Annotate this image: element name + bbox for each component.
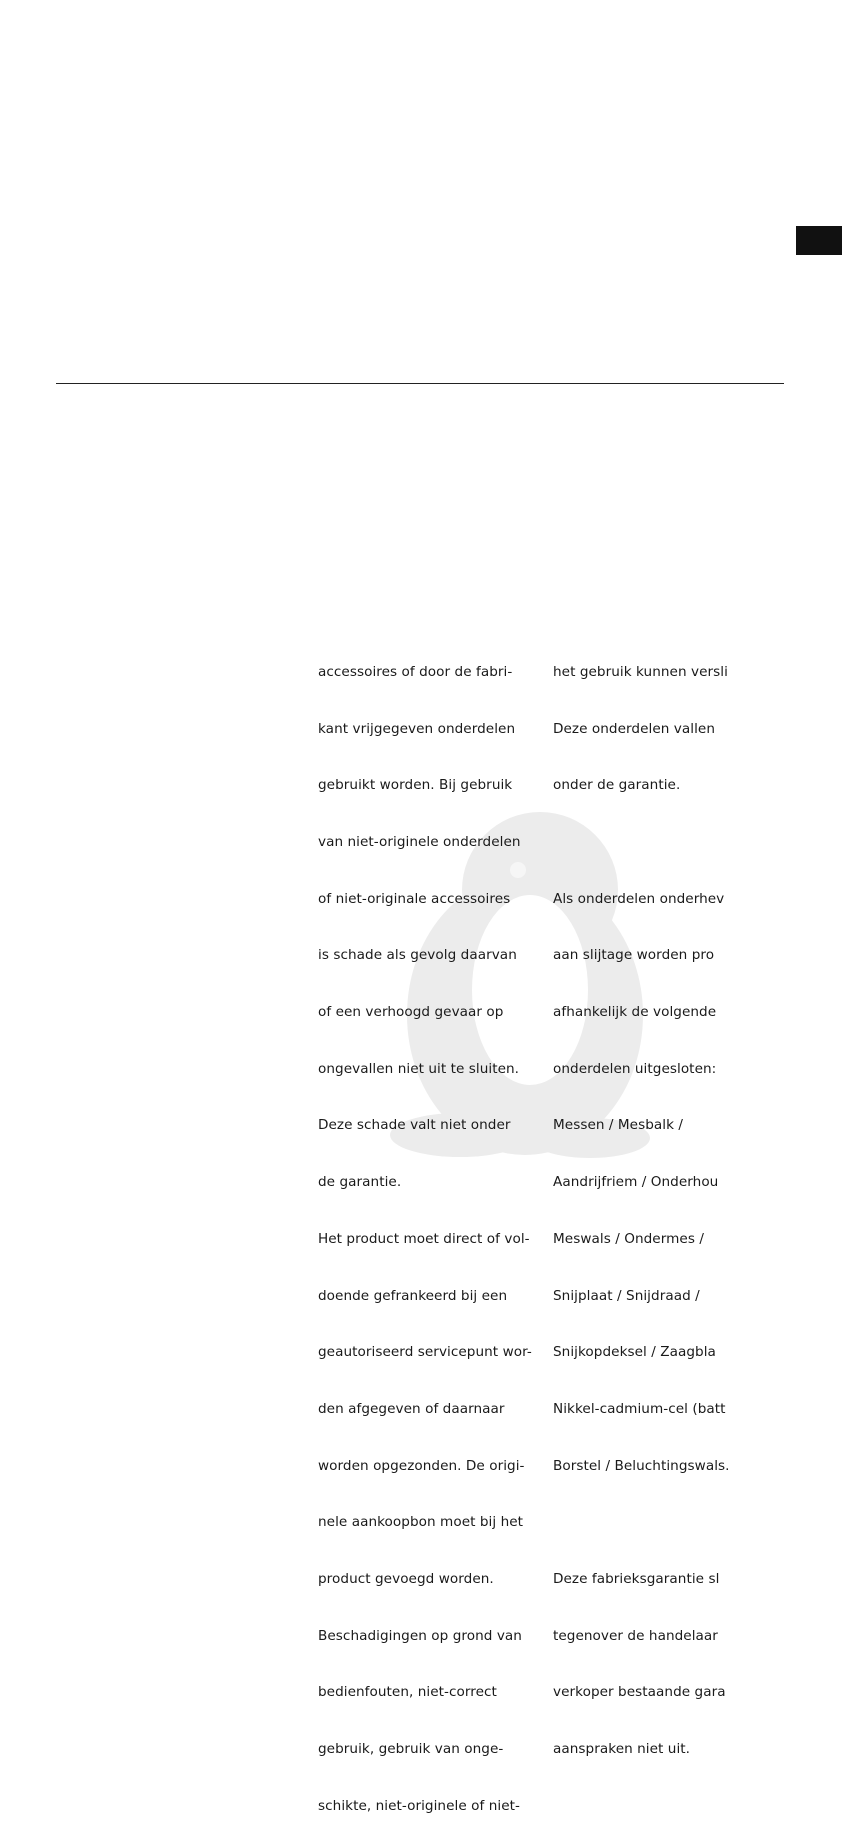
text-line: gebruik, gebruik van onge- bbox=[318, 1741, 504, 1758]
text-line: Snijkopdeksel / Zaagbla bbox=[553, 1344, 716, 1361]
text-line: product gevoegd worden. bbox=[318, 1571, 494, 1588]
text-line: Messen / Mesbalk / bbox=[553, 1117, 684, 1134]
text-line: accessoires of door de fabri- bbox=[318, 663, 513, 680]
text-line: van niet-originele onderdelen bbox=[318, 833, 521, 850]
horizontal-rule bbox=[56, 383, 784, 384]
text-line: nele aankoopbon moet bij het bbox=[318, 1514, 524, 1531]
text-line: tegenover de handelaar bbox=[553, 1627, 718, 1644]
text-column-left bbox=[318, 625, 543, 1835]
text-line: den afgegeven of daarnaar bbox=[318, 1400, 505, 1417]
text-line: Als onderdelen onderhev bbox=[553, 890, 725, 907]
text-line: het gebruik kunnen versli bbox=[553, 663, 728, 680]
text-line: afhankelijk de volgende bbox=[553, 1004, 717, 1021]
text-line: Beschadigingen op grond van bbox=[318, 1627, 522, 1644]
text-line: aanspraken niet uit. bbox=[553, 1741, 691, 1758]
text-line: geautoriseerd servicepunt wor- bbox=[318, 1344, 532, 1361]
text-line: of niet-originale accessoires bbox=[318, 890, 511, 907]
text-line: aan slijtage worden pro bbox=[553, 947, 715, 964]
text-line: onderdelen uitgesloten: bbox=[553, 1060, 717, 1077]
text-line: verkoper bestaande gara bbox=[553, 1684, 726, 1701]
text-line: Borstel / Beluchtingswals. bbox=[553, 1457, 730, 1474]
text-line: de garantie. bbox=[318, 1174, 402, 1191]
text-column-right bbox=[553, 625, 731, 1778]
text-line: schikte, niet-originele of niet- bbox=[318, 1797, 520, 1814]
text-line: Deze fabrieksgarantie sl bbox=[553, 1571, 720, 1588]
text-line: onder de garantie. bbox=[553, 777, 681, 794]
paragraph-gap bbox=[553, 833, 731, 852]
text-line: Nikkel-cadmium-cel (batt bbox=[553, 1400, 726, 1417]
text-line: worden opgezonden. De origi- bbox=[318, 1457, 525, 1474]
text-line: is schade als gevolg daarvan bbox=[318, 947, 517, 964]
text-line: gebruikt worden. Bij gebruik bbox=[318, 777, 513, 794]
text-line: Meswals / Ondermes / bbox=[553, 1230, 704, 1247]
text-line: Het product moet direct of vol- bbox=[318, 1230, 530, 1247]
text-line: Deze onderdelen vallen bbox=[553, 720, 716, 737]
text-line: doende gefrankeerd bij een bbox=[318, 1287, 508, 1304]
text-line: Aandrijfriem / Onderhou bbox=[553, 1174, 719, 1191]
paragraph-gap bbox=[553, 1513, 731, 1532]
text-line: kant vrijgegeven onderdelen bbox=[318, 720, 516, 737]
text-line: bedienfouten, niet-correct bbox=[318, 1684, 497, 1701]
text-line: Deze schade valt niet onder bbox=[318, 1117, 511, 1134]
text-line: Snijplaat / Snijdraad / bbox=[553, 1287, 700, 1304]
language-tab-marker bbox=[796, 226, 842, 255]
text-line: ongevallen niet uit te sluiten. bbox=[318, 1060, 520, 1077]
text-line: of een verhoogd gevaar op bbox=[318, 1004, 504, 1021]
